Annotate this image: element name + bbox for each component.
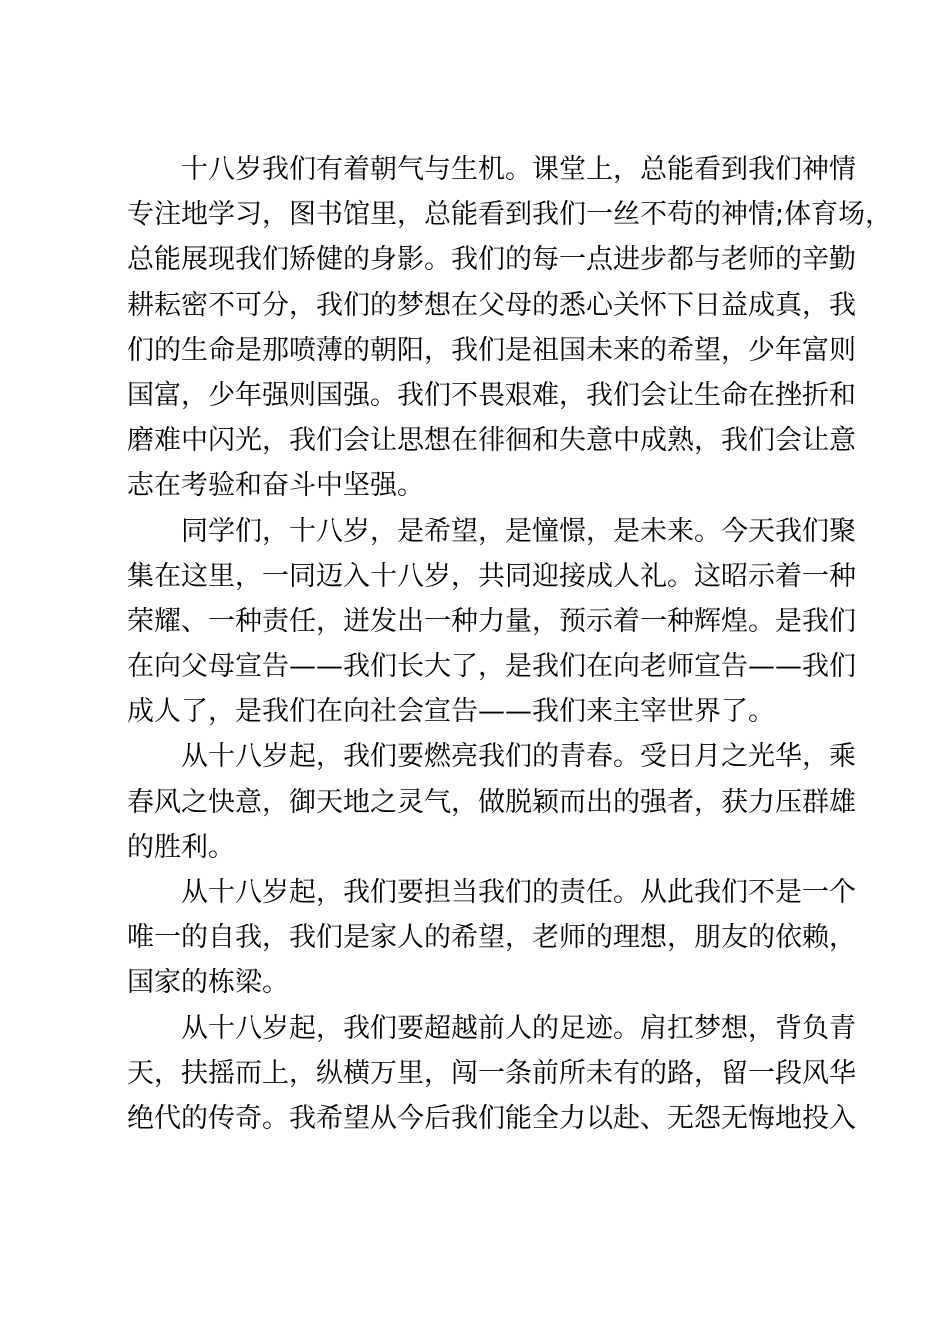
text-line: 志在考验和奋斗中坚强。 xyxy=(127,470,424,502)
text-line: 国家的栋梁。 xyxy=(127,967,289,999)
text-line: 十八岁我们有着朝气与生机。课堂上，总能看到我们神情 xyxy=(181,154,856,185)
text-line: 国富，少年强则国强。我们不畏艰难，我们会让生命在挫折和 xyxy=(127,379,856,411)
paragraph-5 xyxy=(127,1006,856,1142)
text-line: 们的生命是那喷薄的朝阳，我们是祖国未来的希望，少年富则 xyxy=(127,334,856,366)
text-line: 在向父母宣告——我们长大了，是我们在向老师宣告——我们 xyxy=(127,651,856,683)
text-line: 天，扶摇而上，纵横万里，闯一条前所未有的路，留一段风华 xyxy=(127,1057,856,1089)
text-line: 集在这里，一同迈入十八岁，共同迎接成人礼。这昭示着一种 xyxy=(127,560,856,592)
text-line: 唯一的自我，我们是家人的希望，老师的理想，朋友的依赖， xyxy=(127,922,856,954)
text-line: 从十八岁起，我们要燃亮我们的青春。受日月之光华，乘 xyxy=(181,741,856,773)
text-line: 荣耀、一种责任，迸发出一种力量，预示着一种辉煌。是我们 xyxy=(127,605,856,637)
text-line: 从十八岁起，我们要超越前人的足迹。肩扛梦想，背负青 xyxy=(181,1012,856,1044)
text-line: 绝代的传奇。我希望从今后我们能全力以赴、无怨无悔地投入 xyxy=(127,1102,856,1134)
paragraph-3 xyxy=(127,734,856,870)
document-body xyxy=(127,147,893,1141)
text-line: 耕耘密不可分，我们的梦想在父母的悉心关怀下日益成真，我 xyxy=(127,289,856,321)
paragraph-2 xyxy=(127,509,856,735)
text-line: 成人了，是我们在向社会宣告——我们来主宰世界了。 xyxy=(127,696,775,728)
text-line: 的胜利。 xyxy=(127,831,235,863)
text-line: 专注地学习，图书馆里，总能看到我们一丝不苟的神情;体育场， xyxy=(127,199,893,231)
text-line: 从十八岁起，我们要担当我们的责任。从此我们不是一个 xyxy=(181,877,856,908)
text-line: 同学们，十八岁，是希望，是憧憬，是未来。今天我们聚 xyxy=(181,515,856,547)
text-line: 磨难中闪光，我们会让思想在徘徊和失意中成熟，我们会让意 xyxy=(127,425,856,457)
text-line: 总能展现我们矫健的身影。我们的每一点进步都与老师的辛勤 xyxy=(127,244,856,276)
paragraph-1 xyxy=(127,147,893,509)
paragraph-4 xyxy=(127,870,856,1006)
text-line: 春风之快意，御天地之灵气，做脱颖而出的强者，获力压群雄 xyxy=(127,786,856,818)
